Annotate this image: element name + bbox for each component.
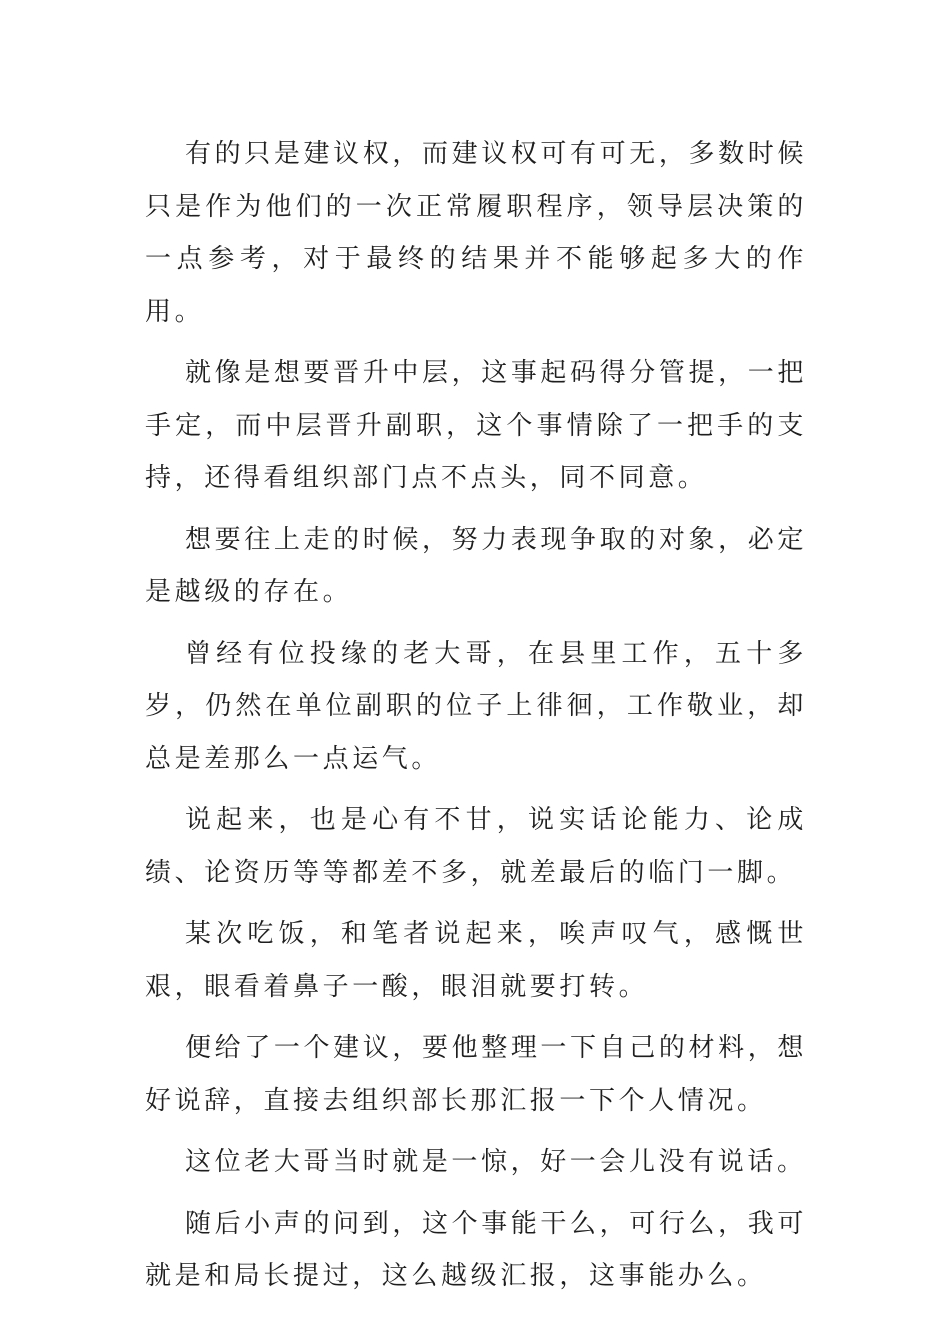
- paragraph-8: 这位老大哥当时就是一惊，好一会儿没有说话。: [185, 1147, 807, 1177]
- paragraph-7: 便给了一个建议，要他整理一下自己的材料，想好说辞，直接去组织部长那汇报一下个人情况。: [145, 1033, 807, 1116]
- paragraph-3: 想要往上走的时候，努力表现争取的对象，必定是越级的存在。: [145, 524, 807, 607]
- paragraph-9: 随后小声的问到，这个事能干么，可行么，我可就是和局长提过，这么越级汇报，这事能办么。: [145, 1208, 807, 1291]
- article-body: [145, 128, 807, 1312]
- paragraph-6: 某次吃饭，和笔者说起来，唉声叹气，感慨世艰，眼看着鼻子一酸，眼泪就要打转。: [145, 919, 807, 1002]
- paragraph-5: 说起来，也是心有不甘，说实话论能力、论成绩、论资历等等都差不多，就差最后的临门一脚。: [145, 805, 807, 888]
- paragraph-4: 曾经有位投缘的老大哥，在县里工作，五十多岁，仍然在单位副职的位子上徘徊，工作敬业，却总是差那么一点运气。: [145, 638, 807, 774]
- paragraph-1: 有的只是建议权，而建议权可有可无，多数时候只是作为他们的一次正常履职程序，领导层决策的一点参考，对于最终的结果并不能够起多大的作用。: [145, 139, 807, 327]
- paragraph-2: 就像是想要晋升中层，这事起码得分管提，一把手定，而中层晋升副职，这个事情除了一把手的支持，还得看组织部门点不点头，同不同意。: [145, 358, 807, 493]
